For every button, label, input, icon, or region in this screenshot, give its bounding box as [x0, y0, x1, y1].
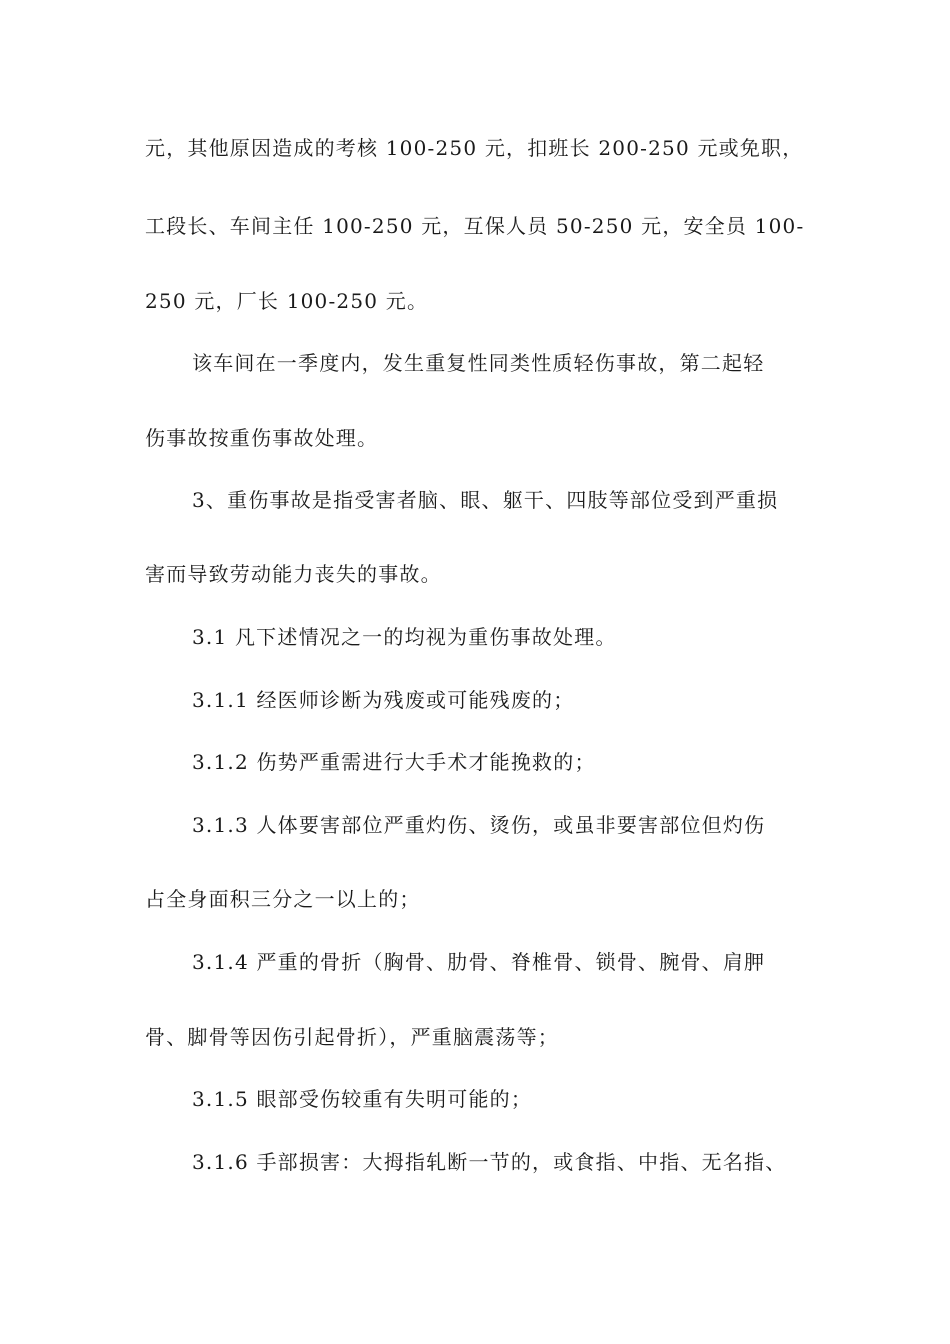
text-line: 250 元，厂长 100-250 元。: [145, 289, 429, 313]
text-line: 骨、脚骨等因伤引起骨折），严重脑震荡等；: [145, 1025, 559, 1049]
clause-item: 3.1.2 伤势严重需进行大手术才能挽救的；: [192, 750, 596, 774]
clause-heading: 3.1 凡下述情况之一的均视为重伤事故处理。: [192, 625, 617, 649]
clause-item: 3.1.5 眼部受伤较重有失明可能的；: [192, 1087, 533, 1111]
paragraph-first-line: 该车间在一季度内，发生重复性同类性质轻伤事故，第二起轻: [192, 351, 765, 375]
paragraph-first-line: 3、重伤事故是指受害者脑、眼、躯干、四肢等部位受到严重损: [192, 488, 779, 512]
text-line: 工段长、车间主任 100-250 元，互保人员 50-250 元，安全员 100-: [145, 214, 805, 238]
clause-item: 3.1.3 人体要害部位严重灼伤、烫伤，或虽非要害部位但灼伤: [192, 813, 766, 837]
text-line: 害而导致劳动能力丧失的事故。: [145, 562, 442, 586]
text-line: 占全身面积三分之一以上的；: [145, 887, 421, 911]
clause-item: 3.1.6 手部损害：大拇指轧断一节的，或食指、中指、无名指、: [192, 1150, 787, 1174]
text-line: 伤事故按重伤事故处理。: [145, 426, 379, 450]
clause-item: 3.1.4 严重的骨折（胸骨、肋骨、脊椎骨、锁骨、腕骨、肩胛: [192, 950, 766, 974]
text-line: 元，其他原因造成的考核 100-250 元，扣班长 200-250 元或免职，: [145, 136, 804, 160]
clause-item: 3.1.1 经医师诊断为残废或可能残废的；: [192, 688, 575, 712]
